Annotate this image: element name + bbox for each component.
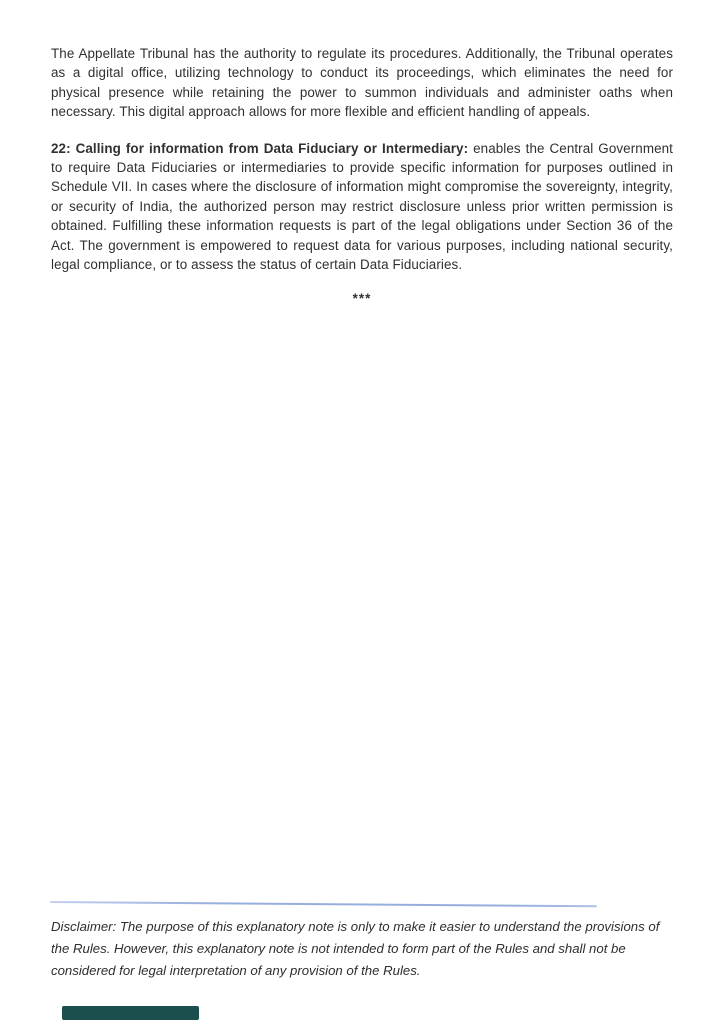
paragraph-appellate-tribunal: The Appellate Tribunal has the authority to regulate its procedures. Additionally, the Tribunal operates as a digital office, utilizing technology to conduct its proceedings, which eliminates the need for physical presence while retaining the power to summon individuals and administer oaths when necessary. This digital approach allows for more flexible and efficient handling of appeals.: [51, 46, 673, 120]
rule-22-text: enables the Central Government to require Data Fiduciaries or intermediaries to provide specific information for purposes outlined in Schedule VII. In cases where the disclosure of information might compromise the sovereignty, integrity, or security of India, the authorized person may restrict disclosure unless prior written permission is obtained. Fulfilling these information requests is part of the legal obligations under Section 36 of the Act. The government is empowered to request data for various purposes, including national security, legal compliance, or to assess the status of certain Data Fiduciaries.: [51, 140, 673, 273]
paragraph-rule-22: [51, 139, 673, 275]
section-end-separator: ***: [352, 291, 372, 307]
disclaimer-note: Disclaimer: The purpose of this explanatory note is only to make it easier to understand the provisions of the Rules. However, this explanatory note is not intended to form part of the Rules and shall not be considered for legal interpretation of any provision of the Rules.: [51, 919, 660, 978]
footer-accent-bar: [62, 1006, 199, 1020]
document-body: [51, 44, 673, 306]
rule-22-heading: 22: Calling for information from Data Fiduciary or Intermediary:: [51, 140, 469, 156]
footer-divider-line: [50, 901, 597, 907]
